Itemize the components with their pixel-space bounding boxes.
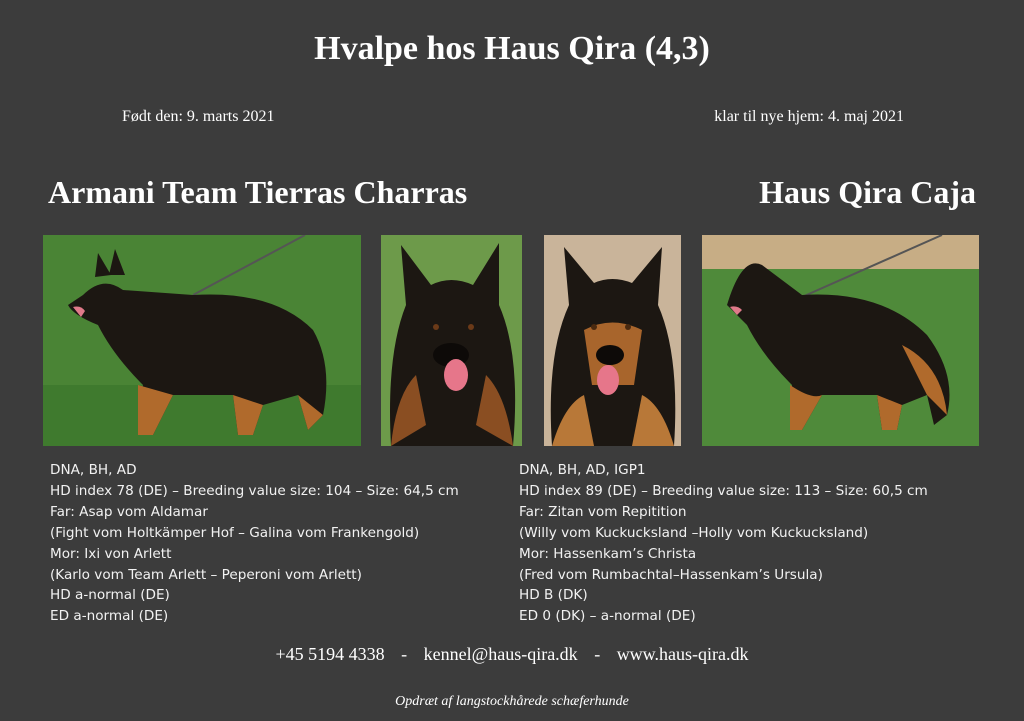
contact-separator: - [594,644,601,664]
dam-detail-line: (Fred vom Rumbachtal–Hassenkam’s Ursula) [519,566,823,583]
sire-detail-line: ED a-normal (DE) [50,608,169,625]
dam-details [519,460,928,627]
sire-portrait-photo [381,235,522,446]
sire-name: Armani Team Tierras Charras [48,174,468,210]
website-link[interactable]: www.haus-qira.dk [616,644,749,664]
sire-detail-line: (Fight vom Holtkämper Hof – Galina vom Frankengold) [50,524,420,541]
footer-tagline: Opdræt af langstockhårede schæferhunde [395,694,629,709]
dam-name: Haus Qira Caja [759,174,976,210]
dam-detail-line: Far: Zitan vom Repitition [519,503,687,520]
dam-detail-line: HD B (DK) [519,587,588,604]
dam-detail-line: HD index 89 (DE) – Breeding value size: 113 – Size: 60,5 cm [519,482,928,499]
sire-detail-line: HD a-normal (DE) [50,587,170,604]
birth-date: Født den: 9. marts 2021 [122,108,275,125]
dam-standing-photo [702,235,979,446]
sire-detail-line: Far: Asap vom Aldamar [50,503,208,520]
contact-line [0,644,1024,665]
phone-number: +45 5194 4338 [275,644,385,664]
dam-detail-line: Mor: Hassenkam’s Christa [519,545,697,562]
contact-separator: - [401,644,408,664]
dam-detail-line: DNA, BH, AD, IGP1 [519,462,646,478]
sire-detail-line: (Karlo vom Team Arlett – Peperoni vom Arlett) [50,566,362,583]
sire-standing-photo [43,235,361,446]
page-title: Hvalpe hos Haus Qira (4,3) [314,30,710,67]
dam-portrait-photo [544,235,681,446]
sire-detail-line: DNA, BH, AD [50,462,137,478]
dam-detail-line: ED 0 (DK) – a-normal (DE) [519,608,696,625]
email-address[interactable]: kennel@haus-qira.dk [423,644,578,664]
dam-detail-line: (Willy vom Kuckucksland –Holly vom Kuckucksland) [519,524,869,541]
sire-details [50,460,459,627]
sire-detail-line: HD index 78 (DE) – Breeding value size: 104 – Size: 64,5 cm [50,482,459,499]
ready-date: klar til nye hjem: 4. maj 2021 [714,108,904,125]
sire-detail-line: Mor: Ixi von Arlett [50,545,172,562]
